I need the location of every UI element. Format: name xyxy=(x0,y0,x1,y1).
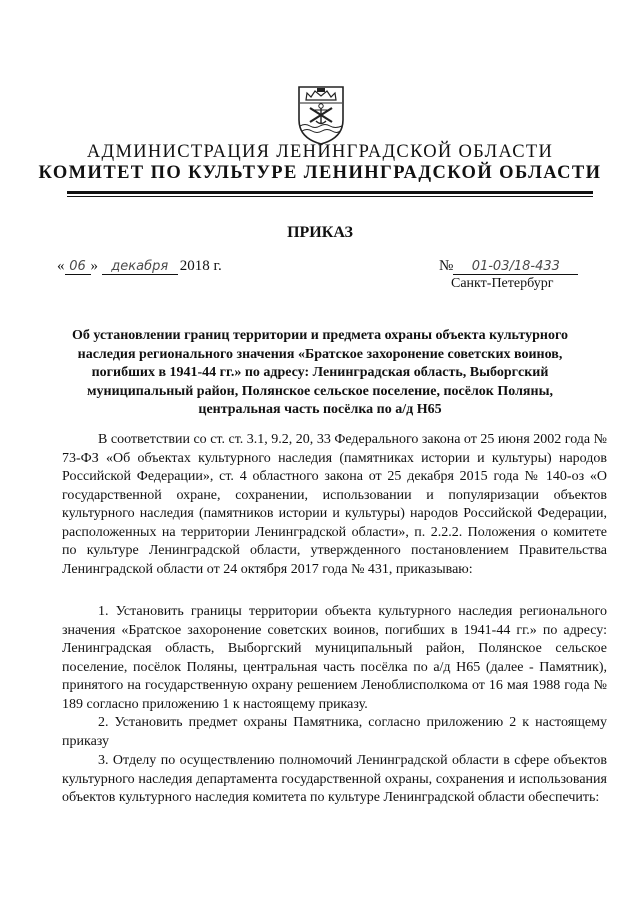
date-day: 06 xyxy=(65,259,91,275)
order-number-value: 01-03/18-433 xyxy=(453,259,578,275)
date-month: декабря xyxy=(102,259,178,275)
date-close-quote: » xyxy=(90,258,98,274)
number-prefix: № xyxy=(439,258,454,274)
order-number xyxy=(439,258,578,275)
coat-of-arms-graphic xyxy=(296,84,346,146)
header-rule-thick xyxy=(67,191,593,194)
committee-title: КОМИТЕТ ПО КУЛЬТУРЕ ЛЕНИНГРАДСКОЙ ОБЛАСТИ xyxy=(38,163,602,183)
preamble-paragraph: В соответствии со ст. ст. 3.1, 9.2, 20, 33 Федерального закона от 25 июня 2002 года № 73-ФЗ «Об объектах культурного наследия (памятниках истории и культуры) народов Российской Федерации», ст. 4 областного закона от 25 декабря 2015 года № 140-оз «О государственной охране, сохранении, использовании и популяризации объектов культурного наследия (памятников истории и культуры) народов Российской Федерации, расположенных на территории Ленинградской области», п. 2.2.2. Положения о комитете по культуре Ленинградской области, утвержденного постановлением Правительства Ленинградской области от 24 октября 2017 года № 431, приказываю: xyxy=(62,432,607,577)
administration-title: АДМИНИСТРАЦИЯ ЛЕНИНГРАДСКОЙ ОБЛАСТИ xyxy=(86,142,554,162)
order-item-3: 3. Отделу по осуществлению полномочий Ленинградской области в сфере объектов культурного наследия департамента государственной охраны, сохранения и использования объектов культурного наследия комитета по культуре Ленинградской области обеспечить: xyxy=(62,753,607,805)
date-open-quote: « xyxy=(57,258,65,274)
header-rule-thin xyxy=(67,196,593,197)
date-year: 2018 г. xyxy=(179,258,222,274)
order-title: Об установлении границ территории и предмета охраны объекта культурного наследия регионального значения «Братское захоронение советских воинов, погибших в 1941-44 гг.» по адресу: Ленинградская область, Выборгский муниципальный район, Полянское сельское поселение, посёлок Поляны, центральная часть посёлка по а/д Н65 xyxy=(72,328,568,417)
document-type: ПРИКАЗ xyxy=(287,224,353,241)
order-item-2: 2. Установить предмет охраны Памятника, согласно приложению 2 к настоящему приказу xyxy=(62,715,607,749)
order-date xyxy=(57,258,222,275)
order-item-1: 1. Установить границы территории объекта культурного наследия регионального значения «Братское захоронение советских воинов, погибших в 1941-44 гг.» по адресу: Ленинградская область, Выборгский муниципальный район, Полянское сельское поселение, посёлок Поляны, центральная часть посёлка по а/д Н65 (далее - Памятник), принятого на государственную охрану решением Леноблисполкома от 16 мая 1988 года № 189 согласно приложению 1 к настоящему приказу. xyxy=(62,604,607,712)
city: Санкт-Петербург xyxy=(451,276,554,291)
coat-of-arms-icon xyxy=(296,84,346,146)
